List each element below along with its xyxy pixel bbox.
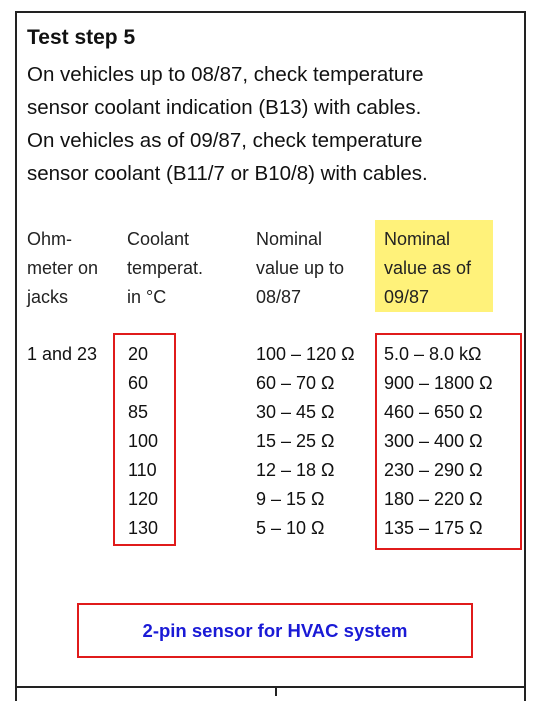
resistance-cell: 30 – 45 Ω: [256, 402, 335, 422]
header-line: value up to: [256, 258, 345, 278]
header-ohmmeter-jacks: [27, 225, 98, 312]
header-nominal-as-of-0987: [384, 225, 471, 312]
resistance-cell: 135 – 175 Ω: [384, 518, 483, 538]
resistance-cell: 180 – 220 Ω: [384, 489, 483, 509]
resistance-cell: 230 – 290 Ω: [384, 460, 483, 480]
temperature-cell: 110: [128, 460, 157, 480]
header-line: 09/87: [384, 287, 430, 307]
bottom-rule: [15, 686, 526, 688]
header-line: in °C: [127, 287, 167, 307]
instruction-line: On vehicles up to 08/87, check temperature: [27, 63, 424, 86]
header-line: Coolant: [127, 229, 190, 249]
temperature-cell: 20: [128, 344, 149, 364]
header-line: Ohm-: [27, 229, 72, 249]
header-nominal-up-to-0887: [256, 225, 344, 312]
header-line: 08/87: [256, 287, 302, 307]
jacks-cell: 1 and 23: [27, 344, 98, 364]
annotation-note: 2-pin sensor for HVAC system: [77, 603, 473, 658]
instruction-line: sensor coolant (B11/7 or B10/8) with cables.: [27, 162, 428, 185]
resistance-cell: 460 – 650 Ω: [384, 402, 483, 422]
header-line: value as of: [384, 258, 472, 278]
temperature-cell: 100: [128, 431, 159, 451]
header-line: jacks: [27, 287, 69, 307]
temperature-outline: [113, 333, 176, 546]
instruction-line: sensor coolant indication (B13) with cables.: [27, 96, 422, 119]
step-title: Test step 5: [27, 26, 136, 49]
resistance-cell: 15 – 25 Ω: [256, 431, 335, 451]
header-line: Nominal: [256, 229, 323, 249]
resistance-cell: 12 – 18 Ω: [256, 460, 335, 480]
resistance-cell: 300 – 400 Ω: [384, 431, 483, 451]
nominal-up-to-column: [256, 340, 355, 543]
resistance-cell: 5.0 – 8.0 kΩ: [384, 344, 482, 364]
header-line: meter on: [27, 258, 99, 278]
bottom-divider: [275, 686, 277, 696]
resistance-cell: 9 – 15 Ω: [256, 489, 325, 509]
temperature-cell: 130: [128, 518, 159, 538]
temperature-cell: 120: [128, 489, 159, 509]
header-line: temperat.: [127, 258, 204, 278]
resistance-cell: 5 – 10 Ω: [256, 518, 325, 538]
resistance-cell: 100 – 120 Ω: [256, 344, 355, 364]
nominal-as-of-outline: [375, 333, 522, 550]
instruction-line: On vehicles as of 09/87, check temperature: [27, 129, 423, 152]
temperature-cell: 85: [128, 402, 149, 422]
header-coolant-temperature: [127, 225, 203, 312]
temperature-cell: 60: [128, 373, 149, 393]
header-line: Nominal: [384, 229, 451, 249]
instructions: [27, 58, 517, 190]
resistance-cell: 900 – 1800 Ω: [384, 373, 493, 393]
resistance-cell: 60 – 70 Ω: [256, 373, 335, 393]
